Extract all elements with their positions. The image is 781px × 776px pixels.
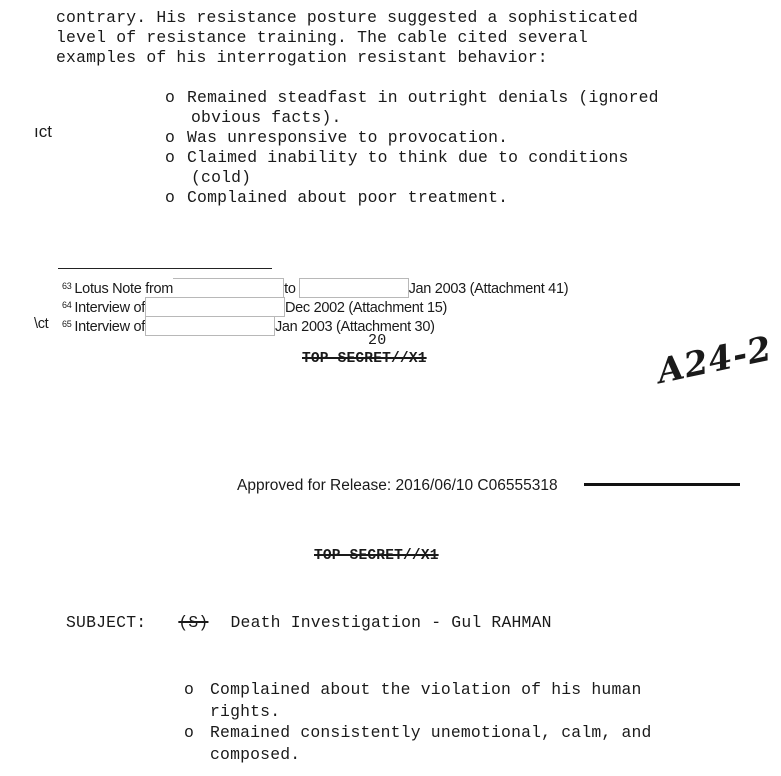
classification-marking: TOP SECRET//X1 (314, 548, 439, 564)
bullet-text: Claimed inability to think due to conditions (187, 148, 629, 167)
redaction-box (145, 297, 285, 317)
list-item-continuation: rights. (210, 701, 281, 721)
list-item (165, 188, 659, 208)
classification-marking: TOP SECRET//X1 (302, 351, 427, 367)
list-item-continuation: (cold) (191, 168, 252, 187)
footnote-number: 64 (62, 300, 72, 310)
paragraph-line: contrary. His resistance posture suggested a sophisticated (56, 8, 639, 27)
footnote-number: 65 (62, 319, 72, 329)
bullet-marker: o (165, 148, 176, 167)
redaction-box (145, 316, 275, 336)
page-number: 20 (368, 332, 387, 349)
margin-fragment: ıct (34, 122, 52, 141)
bullet-text: Was unresponsive to provocation. (187, 128, 509, 147)
subject-label: SUBJECT: (66, 613, 147, 632)
footnote-suffix: Jan 2003 (Attachment 30) (274, 319, 435, 335)
footnote-prefix: Interview of (74, 300, 145, 316)
bullet-text: Remained steadfast in outright denials (ignored (187, 88, 659, 107)
subject-marking: (S) (178, 613, 209, 632)
footnote-prefix: Lotus Note from (74, 281, 174, 297)
list-item-continuation: composed. (210, 744, 301, 764)
footnote-suffix: Dec 2002 (Attachment 15) (284, 300, 448, 316)
list-item (184, 679, 652, 701)
list-item (165, 128, 659, 148)
subject-line (66, 613, 552, 632)
bullet-marker: o (184, 680, 195, 699)
bullet-text: Remained consistently unemotional, calm, and (210, 723, 652, 742)
handwritten-mark: A24-2 (653, 328, 776, 392)
footnote-prefix: Interview of (74, 319, 145, 335)
bullet-marker: o (184, 723, 195, 742)
redaction-box (299, 278, 409, 298)
bullet-list (165, 88, 659, 208)
paragraph-line: level of resistance training. The cable cited several (56, 28, 588, 47)
footnote-suffix: Jan 2003 (Attachment 41) (408, 281, 569, 297)
bullet-marker: o (165, 88, 176, 107)
body-paragraph (56, 8, 638, 68)
approval-rule (584, 483, 740, 486)
redaction-box (173, 278, 284, 298)
bullet-marker: o (165, 128, 176, 147)
footnote-63 (62, 278, 568, 298)
bullet-marker: o (165, 188, 176, 207)
bullet-text: Complained about poor treatment. (187, 188, 509, 207)
margin-fragment: \ct (34, 316, 49, 332)
list-item (165, 148, 659, 168)
bullet-text: Complained about the violation of his human (210, 680, 642, 699)
list-item (165, 88, 659, 108)
bullet-list (184, 679, 652, 765)
footnote-number: 63 (62, 281, 72, 291)
list-item (184, 722, 652, 744)
paragraph-line: examples of his interrogation resistant behavior: (56, 48, 548, 67)
subject-text: Death Investigation - Gul RAHMAN (230, 613, 552, 632)
list-item-continuation: obvious facts). (191, 108, 342, 127)
approval-text: Approved for Release: 2016/06/10 C06555318 (237, 477, 558, 494)
footnote-rule (58, 268, 272, 269)
footnote-middle: to (284, 281, 296, 297)
approval-stamp (237, 477, 558, 495)
footnote-64 (62, 297, 447, 317)
